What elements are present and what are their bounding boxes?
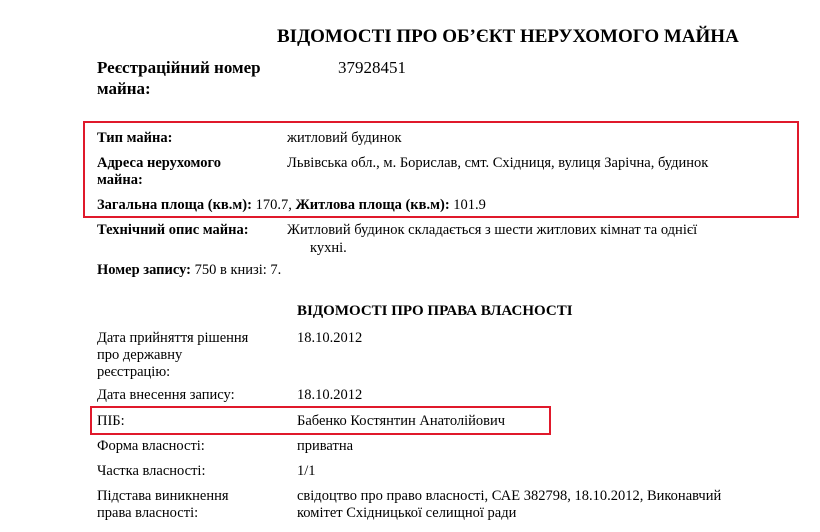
total-area-label: Загальна площа (кв.м):: [97, 197, 252, 213]
registration-number: 37928451: [338, 58, 406, 77]
basis-label-line1: Підстава виникнення: [97, 488, 229, 504]
entry-date-label: Дата внесення запису:: [97, 387, 235, 403]
tech-description-line1: Житловий будинок складається з шести житлових кімнат та однієї: [287, 222, 698, 238]
tech-description-line2: кухні.: [310, 240, 347, 256]
record-line: [97, 262, 281, 279]
living-area-value: 101.9: [453, 197, 486, 213]
decision-date-label-line1: Дата прийняття рішення: [97, 330, 249, 346]
ownership-share-value: 1/1: [297, 463, 316, 479]
owner-name-label: ПІБ:: [97, 413, 125, 429]
basis-value-line2: комітет Східницької селищної ради: [297, 505, 517, 521]
record-value: 750 в книзі: 7.: [194, 262, 282, 278]
basis-value-line1: свідоцтво про право власності, САЕ 382798, 18.10.2012, Виконавчий: [297, 488, 722, 504]
address-label-line2: майна:: [97, 172, 143, 188]
ownership-share-label: Частка власності:: [97, 463, 206, 479]
document-title: ВІДОМОСТІ ПРО ОБ’ЄКТ НЕРУХОМОГО МАЙНА: [277, 26, 739, 47]
decision-date-value: 18.10.2012: [297, 330, 363, 346]
ownership-form-label: Форма власності:: [97, 438, 205, 454]
living-area-label: Житлова площа (кв.м):: [295, 197, 450, 213]
address-value: Львівська обл., м. Борислав, смт. Східниця, вулиця Зарічна, будинок: [287, 155, 709, 171]
registration-label-line2: майна:: [97, 79, 151, 98]
decision-date-label-line2: про державну: [97, 347, 183, 363]
record-label: Номер запису:: [97, 262, 191, 278]
area-line: [97, 197, 486, 214]
property-type-label: Тип майна:: [97, 130, 173, 146]
owner-name-value: Бабенко Костянтин Анатолійович: [297, 413, 506, 429]
address-label-line1: Адреса нерухомого: [97, 155, 221, 171]
basis-label-line2: права власності:: [97, 505, 199, 521]
registration-label-line1: Реєстраційний номер: [97, 58, 261, 77]
rights-section-title: ВІДОМОСТІ ПРО ПРАВА ВЛАСНОСТІ: [297, 303, 573, 319]
total-area-value: 170.7,: [255, 197, 292, 213]
entry-date-value: 18.10.2012: [297, 387, 363, 403]
decision-date-label-line3: реєстрацію:: [97, 364, 171, 380]
ownership-form-value: приватна: [297, 438, 354, 454]
property-type-value: житловий будинок: [287, 130, 402, 146]
tech-description-label: Технічний опис майна:: [97, 222, 249, 238]
